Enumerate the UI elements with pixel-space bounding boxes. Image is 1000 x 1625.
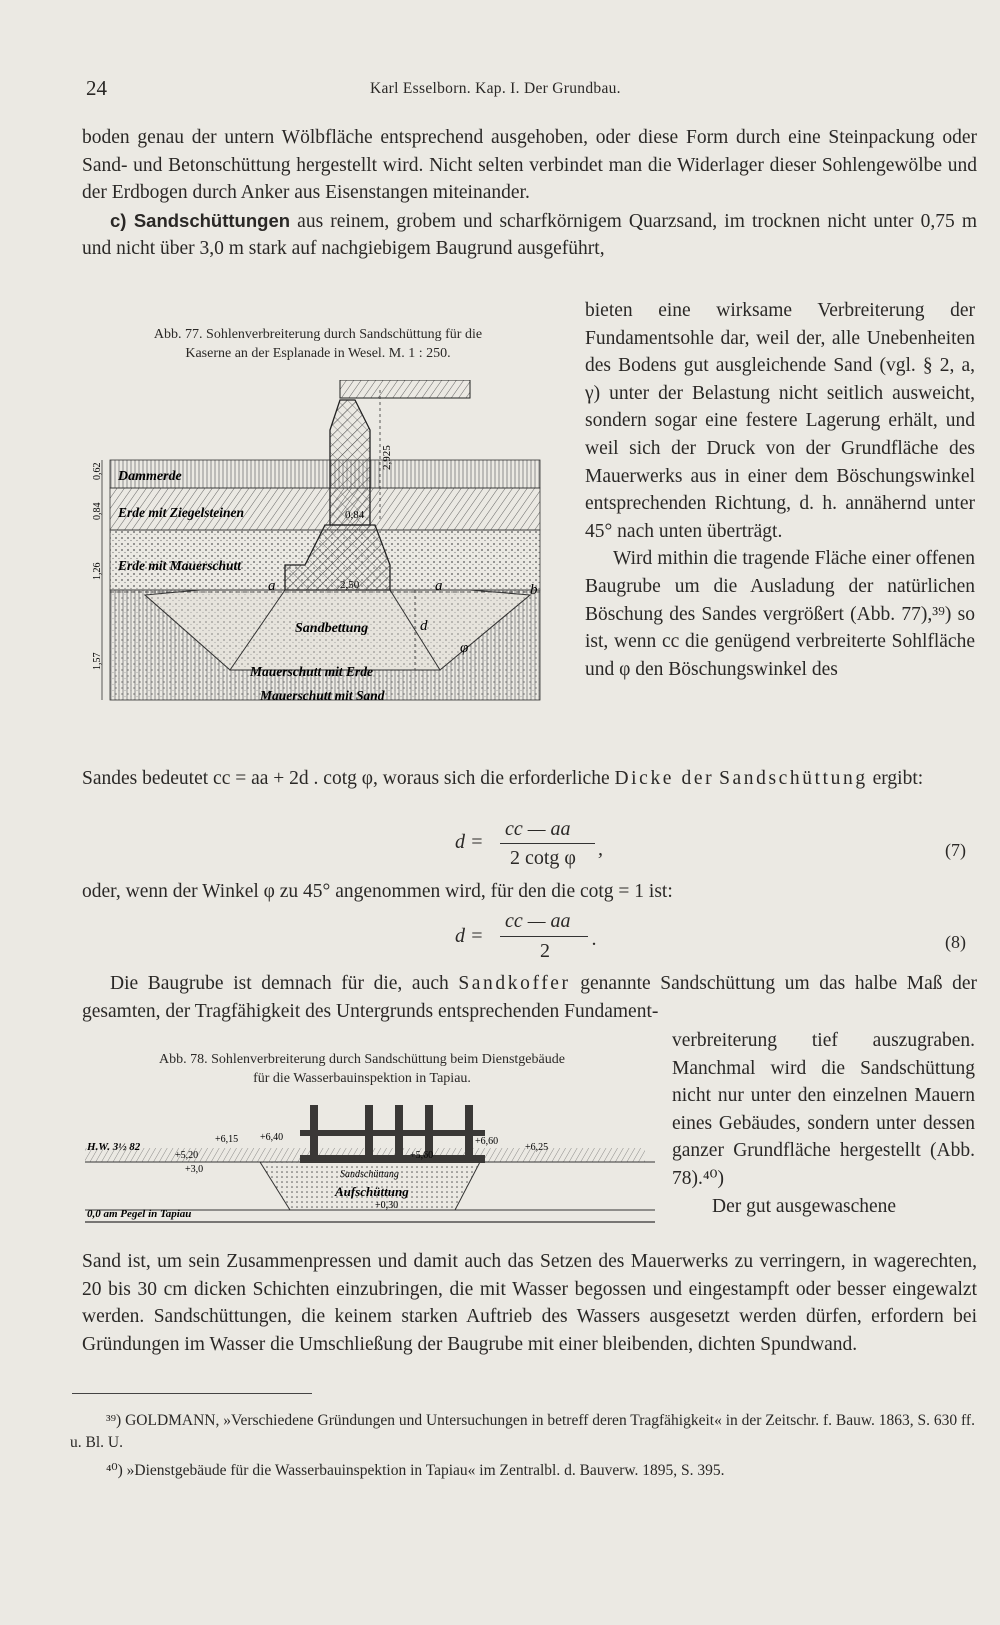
fig77-label-schutt-sand: Mauerschutt mit Sand <box>260 688 385 703</box>
svg-text:+0,30: +0,30 <box>375 1200 399 1211</box>
fig77-label-ziegel: Erde mit Ziegelsteinen <box>118 505 244 520</box>
paragraph-4: oder, wenn der Winkel φ zu 45° angenommen wird, für den die cotg = 1 ist: <box>82 881 673 902</box>
svg-text:a: a <box>435 578 443 594</box>
svg-text:+6,25: +6,25 <box>525 1142 549 1153</box>
page-number: 24 <box>86 76 107 100</box>
svg-text:φ: φ <box>460 640 469 656</box>
footnote-39: ³⁹) GOLDMANN, »Verschiedene Gründungen und Untersuchungen in betreff deren Tragfähigkeit« in der Zeitschr. f. Bauw. 1863, S. 630 ff. u. Bl. U. <box>70 1412 975 1451</box>
running-title: Karl Esselborn. Kap. I. Der Grundbau. <box>370 80 621 97</box>
svg-text:b: b <box>530 582 538 598</box>
section-label: c) Sandschüttungen <box>110 209 291 231</box>
right-column-text-2: verbreiterung tief auszugraben. Manchmal wird die Sandschüttung nicht nur unter den einzelnen Mauern eines Gebäudes, sondern unter dessen ganzer Grundfläche hergestellt (Abb. 78).⁴⁰) Der gut ausgewaschene <box>672 1030 975 1217</box>
paragraph-3: Sandes bedeutet cc = aa + 2d . cotg φ, woraus sich die erforderliche Dicke der Sandschüttung ergibt: <box>82 768 924 789</box>
svg-text:+6,15: +6,15 <box>215 1134 239 1145</box>
footnote-rule <box>72 1393 312 1394</box>
svg-text:+5,60: +5,60 <box>410 1150 434 1161</box>
svg-text:+6,40: +6,40 <box>260 1132 284 1143</box>
right-column-text-1: bieten eine wirksame Verbreiterung der Fundamentsohle dar, weil der, alle Unebenheiten des Bodens gut ausgleichende Sand (vgl. § 2, a, γ) unter der Belastung nicht seitlich ausweicht, sondern sogar eine festere Lagerung erhält, und weil sich der Druck von der Grundfläche des Mauerwerks aus in einer dem Böschungswinkel entsprechenden Richtung, d. h. annähernd unter 45° nach unten überträgt. Wird mithin die tragende Fläche einer offenen Baugrube um die Ausladung der natürlichen Böschung des Sandes vergrößert (Abb. 77),³⁹) so ist, wenn cc die genügend verbreiterte Sohlfläche und φ den Böschungswinkel des <box>585 300 975 680</box>
svg-text:+5,20: +5,20 <box>175 1150 199 1161</box>
svg-text:Aufschüttung: Aufschüttung <box>335 1184 409 1199</box>
book-page: 24 Karl Esselborn. Kap. I. Der Grundbau. boden genau der untern Wölbfläche entsprechend ausgehoben, oder diese Form durch eine Steinpackung oder Sand- und Betonschüttung hergestellt wird. Nicht selten verbindet man die Widerlager dieser Sohlengewölbe und der Erdbogen durch Anker aus Eisenstangen miteinander. c) Sandschüttungen aus reinem, grobem und scharfkörnigem Quarzsand, im trocknen nicht unter 0,75 m und nicht über 3,0 m stark auf nachgiebigem Baugrund ausgeführt, Abb. 77. Sohlenverbreiterung durch Sandschüttung für die Kaserne an der Esplanade in Wesel. M. 1 : 250. Dammerde Erde mit Ziegelsteinen Erde mit Mauerschutt Sandbettung Mauerschutt mit Erde Mauerschutt mit Sand a a b d φ 2,925 0,84 2,50 0,62 0,84 1,26 1,57 bieten eine wirksame Verbreiterung der Fundamentsohle dar, weil der, alle Unebenheiten des Bodens gut ausgleichende Sand (vgl. § 2, a, γ) unter der Belastung nicht seitlich ausweicht, sondern sogar eine festere Lagerung erhält, und weil sich der Druck von der Grundfläche des Mauerwerks aus in einer dem Böschungswinkel entsprechenden Richtung, d. h. annähernd unter 45° nach unten überträgt. Wird mithin die tragende Fläche einer offenen Baugrube um die Ausladung der natürlichen Böschung des Sandes vergrößert (Abb. 77),³⁹) so ist, wenn cc die genügend verbreiterte Sohlfläche und φ den Böschungswinkel des Sandes bedeutet cc = aa + 2d . cotg φ, woraus sich die erforderliche Dicke der Sandschüttung ergibt: d = cc — aa 2 cotg φ , (7) oder, wenn der Winkel φ zu 45° angenommen wird, für den die cotg = 1 ist: d = cc — aa 2 . (8) Die Baugrube ist demnach für die, auch Sandkoffer genannte Sandschüttung um das halbe Maß der gesamten, der Tragfähigkeit des Untergrunds entsprechenden Fundament- Abb. 78. Sohlenverbreiterung durch Sandschüttung beim Dienstgebäude für die Wasserbauinspektion in Tapiau. H.W. 3½ 82 +6,15 +6,40 +5,20 +3,0 +5,60 +6,60 +6,25 Sandschüttung Aufschüttung +0,30 0,0 am Pegel in Tapiau verbreiterung tief auszugraben. Manchmal wird die Sandschüttung nicht nur unter den einzelnen Mauern eines Gebäudes, sondern unter dessen ganzer Grundfläche hergestellt (Abb. 78).⁴⁰) Der gut ausgewaschene Sand ist, um sein Zusammenpressen und damit auch das Setzen des Mauerwerks zu verringern, in wagerechten, 20 bis 30 cm dicken Schichten einzubringen, die mit Wasser begossen und eingestampft oder besser eingewalzt werden. Sandschüttungen, die keinem starken Auftrieb des Wassers ausgesetzt werden dürfen, erfordern bei Gründungen im Wasser die Umschließung der Baugrube mit einer bleibenden, dichten Spundwand. ³⁹) GOLDMANN, »Verschiedene Gründungen und Untersuchungen in betreff deren Tragfähigkeit« in der Zeitschr. f. Bauw. 1863, S. 630 ff. u. Bl. U. ⁴⁰) »Dienstgebäude für die Wasserbauinspektion in Tapiau« im Zentralbl. d. Bauverw. 1895, S. 395. <box>0 0 1000 1625</box>
paragraph-6: Sand ist, um sein Zusammenpressen und damit auch das Setzen des Mauerwerks zu verringern, in wagerechten, 20 bis 30 cm dicken Schichten einzubringen, die mit Wasser begossen und eingestampft oder besser eingewalzt werden. Sandschüttungen, die keinem starken Auftrieb des Wassers ausgesetzt werden dürfen, erfordern bei Gründungen im Wasser die Umschließung der Baugrube mit einer bleibenden, dichten Spundwand. <box>82 1251 977 1355</box>
footnote-40: ⁴⁰) »Dienstgebäude für die Wasserbauinspektion in Tapiau« im Zentralbl. d. Bauverw. 1895, S. 395. <box>106 1462 725 1479</box>
svg-text:Sandschüttung: Sandschüttung <box>340 1169 399 1180</box>
figure-77-drawing <box>90 380 560 740</box>
figure-78-drawing <box>85 1100 655 1230</box>
figure-77-caption: Abb. 77. Sohlenverbreiterung durch Sandschüttung für die Kaserne an der Esplanade in Wesel. M. 1 : 250. <box>153 327 483 361</box>
svg-text:2,925: 2,925 <box>381 445 393 470</box>
svg-text:+6,60: +6,60 <box>475 1136 499 1147</box>
svg-text:1,57: 1,57 <box>92 652 103 670</box>
paragraph-1: boden genau der untern Wölbfläche entsprechend ausgehoben, oder diese Form durch eine Steinpackung oder Sand- und Betonschüttung hergestellt wird. Nicht selten verbindet man die Widerlager dieser Sohlengewölbe und der Erdbogen durch Anker aus Eisenstangen miteinander. c) Sandschüttungen aus reinem, grobem und scharfkörnigem Quarzsand, im trocknen nicht unter 0,75 m und nicht über 3,0 m stark auf nachgiebigem Baugrund ausgeführt, <box>82 124 977 263</box>
svg-text:H.W. 3½ 82: H.W. 3½ 82 <box>87 1141 141 1153</box>
svg-text:0,84: 0,84 <box>92 502 103 520</box>
svg-text:1,26: 1,26 <box>92 562 103 580</box>
paragraph-2: c) Sandschüttungen aus reinem, grobem und scharfkörnigem Quarzsand, im trocknen nicht unter 0,75 m und nicht über 3,0 m stark auf nachgiebigem Baugrund ausgeführt, <box>82 209 978 260</box>
svg-text:0,62: 0,62 <box>92 462 103 480</box>
svg-text:+3,0: +3,0 <box>185 1164 204 1175</box>
svg-text:d: d <box>420 618 428 634</box>
svg-text:0,0 am Pegel in Tapiau: 0,0 am Pegel in Tapiau <box>87 1208 192 1220</box>
paragraph-5: Die Baugrube ist demnach für die, auch Sandkoffer genannte Sandschüttung um das halbe Maß der gesamten, der Tragfähigkeit des Untergrunds entsprechenden Fundament- <box>82 973 977 1022</box>
svg-text:0,84: 0,84 <box>345 509 365 521</box>
figure-78-caption: Abb. 78. Sohlenverbreiterung durch Sandschüttung beim Dienstgebäude für die Wasserbauinspektion in Tapiau. <box>159 1052 565 1086</box>
fig77-label-sandbettung: Sandbettung <box>295 621 369 636</box>
footnotes <box>70 1410 975 1482</box>
fig77-label-schutt-erde: Mauerschutt mit Erde <box>250 664 374 679</box>
svg-text:2,50: 2,50 <box>340 579 360 591</box>
svg-text:a: a <box>268 578 276 594</box>
fig77-label-mauerschutt: Erde mit Mauerschutt <box>118 558 242 573</box>
fig77-label-dammerde: Dammerde <box>118 469 182 484</box>
